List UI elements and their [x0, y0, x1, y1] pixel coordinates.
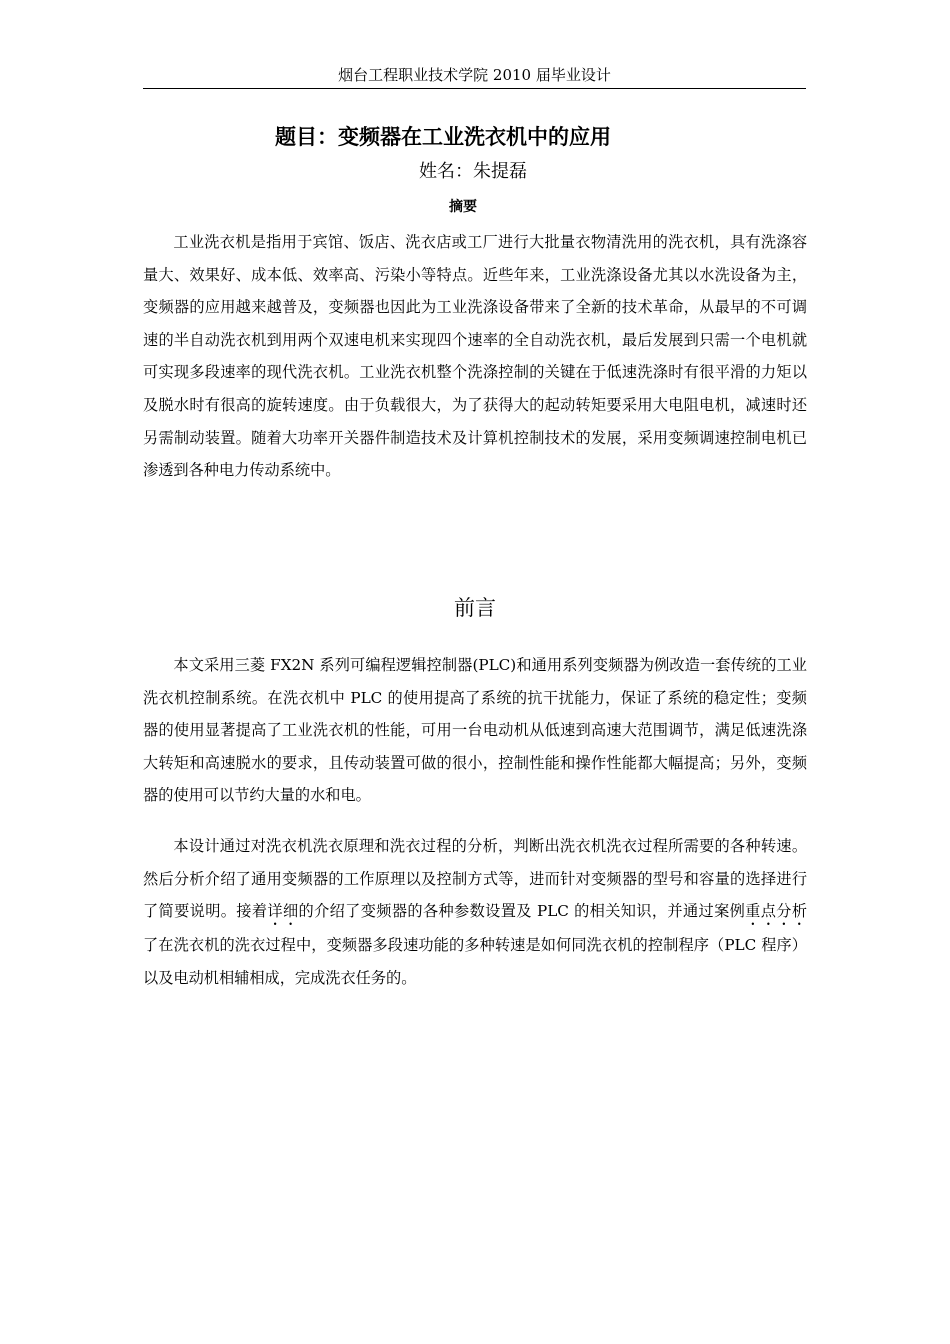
page-header: 烟台工程职业技术学院 2010 届毕业设计: [338, 66, 611, 84]
abstract-heading: 摘要: [449, 199, 477, 215]
preface-paragraph-1: 本文采用三菱 FX2N 系列可编程逻辑控制器(PLC)和通用系列变频器为例改造一套传统的工业洗衣机控制系统。在洗衣机中 PLC 的使用提高了系统的抗干扰能力，保证了系统的稳定性；变频器的使用显著提高了工业洗衣机的性能，可用一台电动机从低速到高速大范围调节，满足低速洗涤大转矩和高速脱水的要求，且传动装置可做的很小，控制性能和操作性能都大幅提高；另外，变频器的使用可以节约大量的水和电。: [143, 656, 807, 805]
header-rule: [143, 88, 806, 89]
author-line: 姓名：朱提磊: [419, 161, 527, 182]
emphasis-detailed: 详细: [267, 902, 299, 921]
emphasis-key-analysis: 重点分析: [745, 902, 808, 921]
preface-paragraph-2-part3: 了在洗衣机的洗衣过程中，变频器多段速功能的多种转速是如何同洗衣机的控制程序（PLC 程序）以及电动机相辅相成，完成洗衣任务的。: [143, 936, 807, 987]
preface-paragraph-2-part2: 的介绍了变频器的各种参数设置及 PLC 的相关知识，并通过案例: [298, 902, 746, 921]
document-title: 题目：变频器在工业洗衣机中的应用: [275, 125, 611, 149]
preface-paragraph-2: [143, 830, 807, 994]
preface-paragraph-2-part1: 本设计通过对洗衣机洗衣原理和洗衣过程的分析，判断出洗衣机洗衣过程所需要的各种转速。然后分析介绍了通用变频器的工作原理以及控制方式等，进而针对变频器的型号和容量的选择进行了简要说明。接着: [143, 837, 807, 921]
abstract-body: 工业洗衣机是指用于宾馆、饭店、洗衣店或工厂进行大批量衣物清洗用的洗衣机，具有洗涤容量大、效果好、成本低、效率高、污染小等特点。近些年来，工业洗涤设备尤其以水洗设备为主，变频器的应用越来越普及，变频器也因此为工业洗涤设备带来了全新的技术革命，从最早的不可调速的半自动洗衣机到用两个双速电机来实现四个速率的全自动洗衣机，最后发展到只需一个电机就可实现多段速率的现代洗衣机。工业洗衣机整个洗涤控制的关键在于低速洗涤时有很平滑的力矩以及脱水时有很高的旋转速度。由于负载很大，为了获得大的起动转矩要采用大电阻电机，减速时还另需制动装置。随着大功率开关器件制造技术及计算机控制技术的发展，采用变频调速控制电机已渗透到各种电力传动系统中。: [143, 233, 807, 480]
preface-heading: 前言: [454, 596, 496, 620]
